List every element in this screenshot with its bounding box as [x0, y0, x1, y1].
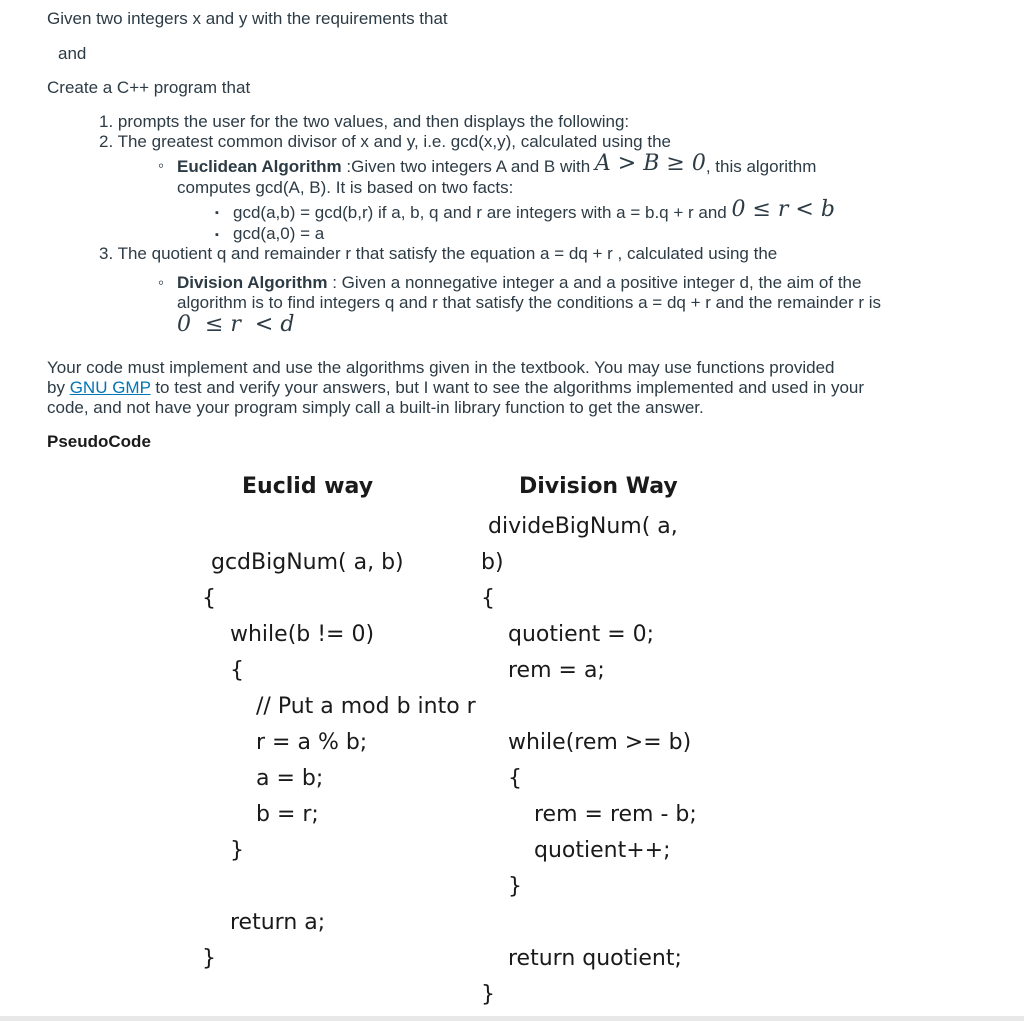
euclid-desc-b: , this algorithm: [705, 157, 817, 176]
euclid-code-line: b = r;: [256, 802, 319, 827]
euclid-math: A > B ≥ 0: [594, 151, 706, 176]
division-code-line: return quotient;: [508, 946, 682, 971]
division-line-2: algorithm is to find integers q and r that satisfy the conditions a = dq + r and the remainder r is: [177, 293, 881, 312]
euclid-code-line: return a;: [230, 910, 326, 935]
step-2: 2. The greatest common divisor of x and y, i.e. gcd(x,y), calculated using the: [99, 132, 671, 151]
euclid-code-line: while(b != 0): [230, 622, 375, 647]
page-bottom-edge: [0, 1016, 1024, 1021]
euclid-code-line: // Put a mod b into r: [256, 694, 476, 719]
division-code-line: b): [481, 550, 504, 575]
division-code-line: }: [481, 982, 495, 1007]
fact-1-marker: ▪: [215, 207, 219, 219]
euclid-title: Euclid way: [242, 474, 374, 499]
division-code-line: rem = a;: [508, 658, 605, 683]
euclid-code-line: r = a % b;: [256, 730, 368, 755]
paragraph-line-2: [47, 378, 864, 398]
fact-1-text: gcd(a,b) = gcd(b,r) if a, b, q and r are integers with a = b.q + r and: [233, 203, 732, 222]
paragraph-line-2-pre: by: [47, 378, 70, 397]
division-code-line: quotient = 0;: [508, 622, 655, 647]
division-code-line: {: [481, 586, 495, 611]
euclid-line-2: computes gcd(A, B). It is based on two facts:: [177, 178, 514, 197]
gnu-gmp-link[interactable]: GNU GMP: [69, 378, 151, 397]
division-code-line: divideBigNum( a,: [488, 514, 678, 539]
euclid-desc-a: :Given two integers A and B with: [341, 157, 595, 176]
paragraph-line-1: Your code must implement and use the algorithms given in the textbook. You may use functions provided: [47, 358, 835, 377]
division-code-line: quotient++;: [534, 838, 671, 863]
step-3: 3. The quotient q and remainder r that satisfy the equation a = dq + r , calculated using the: [99, 244, 778, 263]
step-1: 1. prompts the user for the two values, and then displays the following:: [99, 112, 630, 131]
intro-line-2: and: [58, 44, 87, 63]
euclid-code-line: }: [230, 838, 244, 863]
division-math: 0 ≤ r < d: [177, 312, 295, 337]
division-code-line: {: [508, 766, 522, 791]
euclid-code-line: a = b;: [256, 766, 324, 791]
division-code-line: }: [508, 874, 522, 899]
euclid-code-line: {: [230, 658, 244, 683]
euclid-line-1: [177, 151, 817, 177]
fact-2-marker: ▪: [215, 229, 219, 241]
division-bullet: ◦: [158, 273, 165, 292]
euclid-bullet: ◦: [158, 156, 165, 175]
division-math-line: [177, 312, 294, 337]
paragraph-line-3: code, and not have your program simply call a built-in library function to get the answer.: [47, 398, 704, 417]
fact-1: [233, 197, 835, 223]
euclid-code-line: }: [202, 946, 216, 971]
division-title: Division Way: [519, 474, 678, 499]
division-line-1: [177, 273, 861, 293]
intro-line-1: Given two integers x and y with the requirements that: [47, 9, 448, 28]
paragraph-line-2-post: to test and verify your answers, but I want to see the algorithms implemented and used in your: [150, 378, 865, 397]
fact-2: gcd(a,0) = a: [233, 224, 325, 243]
euclid-code-line: {: [202, 586, 216, 611]
fact-1-math: 0 ≤ r < b: [731, 197, 835, 222]
division-algorithm-name: Division Algorithm: [177, 273, 328, 292]
division-code-line: while(rem >= b): [508, 730, 692, 755]
division-desc: : Given a nonnegative integer a and a positive integer d, the aim of the: [327, 273, 862, 292]
euclid-algorithm-name: Euclidean Algorithm: [177, 157, 342, 176]
euclid-code-line: gcdBigNum( a, b): [211, 550, 404, 575]
pseudocode-heading: PseudoCode: [47, 432, 151, 451]
division-code-line: rem = rem - b;: [534, 802, 697, 827]
intro-line-3: Create a C++ program that: [47, 78, 251, 97]
